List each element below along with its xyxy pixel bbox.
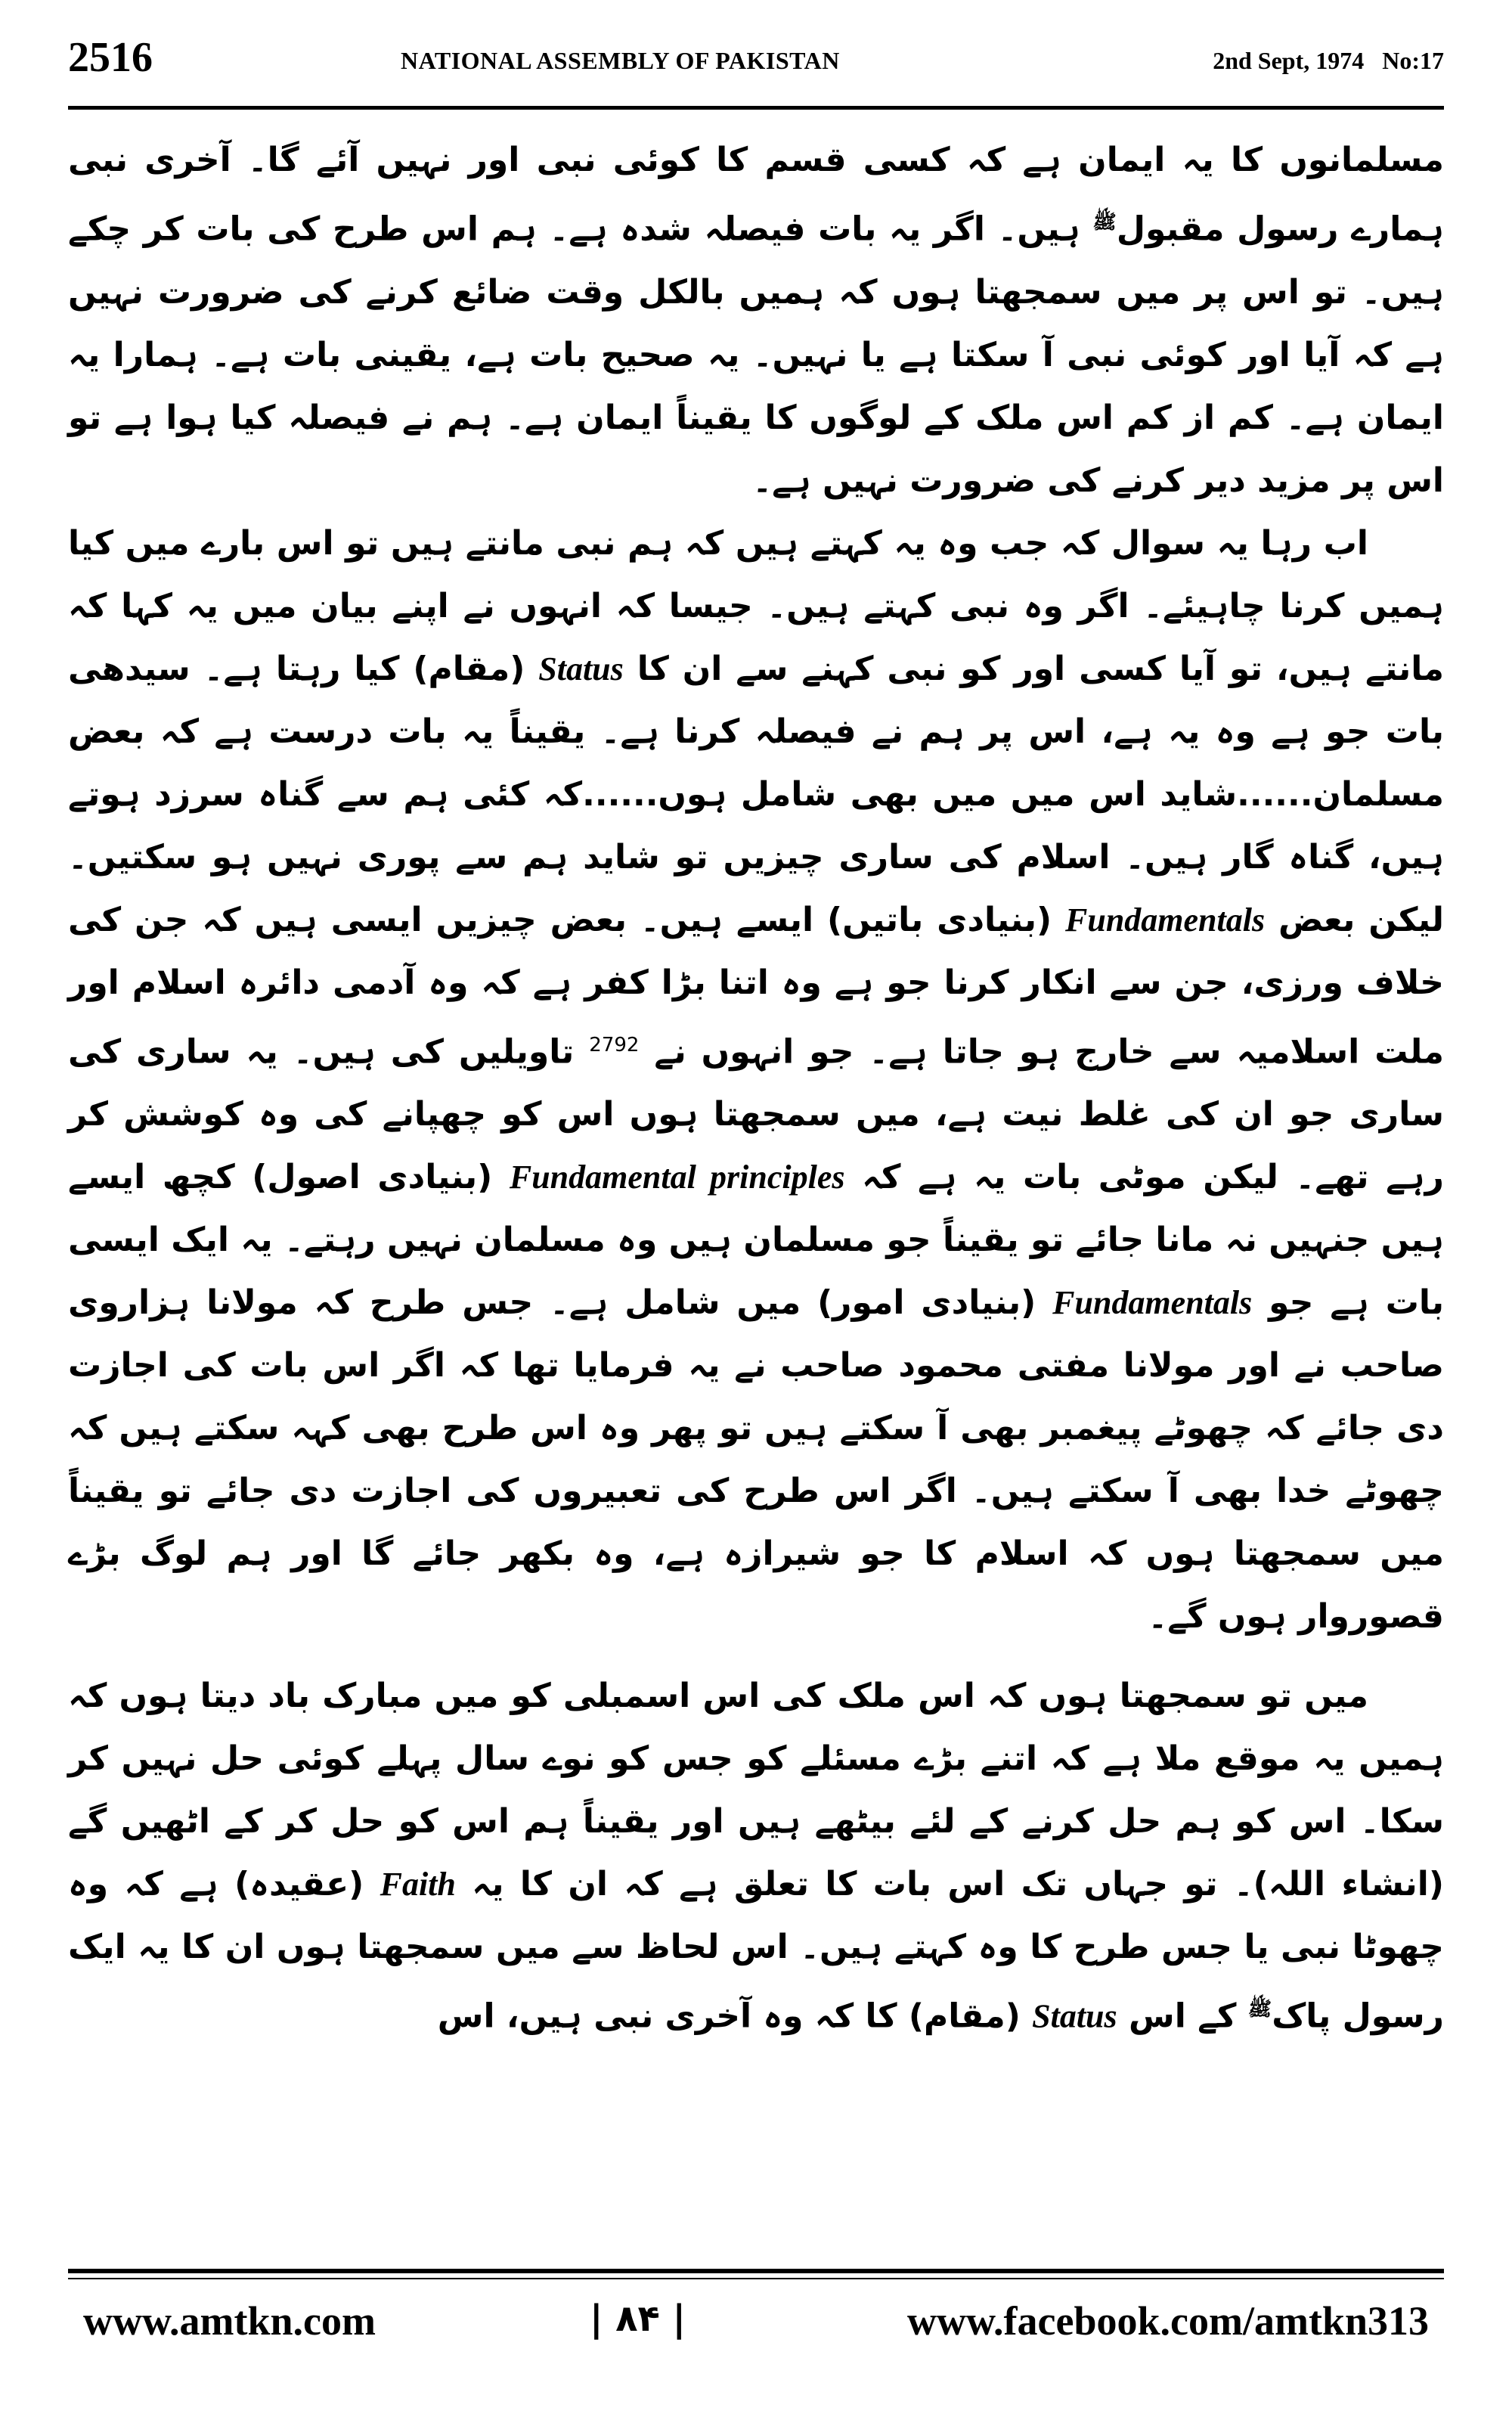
footer-facebook-link[interactable]: www.facebook.com/amtkn313 [907,2298,1429,2344]
honorific-symbol: ﷺ [1247,1998,1272,2021]
text-run: (مقام) کیا رہتا ہے۔ سیدھی بات جو ہے وہ یہ ہے، اس پر ہم نے فیصلہ کرنا ہے۔ یقیناً یہ بات درست ہے کہ بعض مسلمان......شاید اس میں میں بھی شامل ہوں......کہ کئی ہم سے گناہ سرزد ہوتے ہیں، گناہ گار ہیں۔ اسلام کی ساری چیزیں تو شاید ہم سے پوری نہیں ہو سکتیں۔ لیکن بعض [68,649,1444,939]
english-term: Faith [380,1866,456,1903]
text-run: تاویلیں کی ہیں۔ یہ ساری کی ساری جو ان کی غلط نیت ہے، میں سمجھتا ہوں اس کو چھپانے کی وہ کوشش کر رہے تھے۔ لیکن موٹی بات یہ ہے کہ [68,1032,1444,1197]
text-run: (بنیادی امور) میں شامل ہے۔ جس طرح کہ مولانا ہزاروی صاحب نے اور مولانا مفتی محمود صاحب نے یہ فرمایا تھا کہ اگر اس بات کی اجازت دی جائے کہ چھوٹے پیغمبر بھی آ سکتے ہیں تو پھر وہ اس طرح بھی کہہ سکتے ہیں کہ چھوٹے خدا بھی آ سکتے ہیں۔ اگر اس طرح کی تعبیروں کی اجازت دی جائے تو یقیناً میں سمجھتا ہوں کہ اسلام کا جو شیرازہ ہے، وہ بکھر جائے گا اور ہم لوگ بڑے قصوروار ہوں گے۔ [68,1283,1444,1637]
text-run: (بنیادی اصول) کچھ ایسے ہیں جنہیں نہ مانا جائے تو یقیناً جو مسلمان ہیں وہ مسلمان نہیں رہتے۔ یہ ایک ایسی بات ہے جو [68,1158,1444,1323]
english-term: Status [1032,1997,1117,2035]
english-term: Fundamental principles [509,1159,845,1196]
text-run: (مقام) کا کہ وہ آخری نبی ہیں، اس [437,1996,1021,2036]
text-run: ہیں۔ اگر یہ بات فیصلہ شدہ ہے۔ ہم اس طرح کی بات کر چکے ہیں۔ تو اس پر میں سمجھتا ہوں کہ ہمیں بالکل وقت ضائع کرنے کی ضرورت نہیں ہے کہ آیا اور کوئی نبی آ سکتا ہے یا نہیں۔ یہ صحیح بات ہے، یقینی بات ہے۔ ہمارا یہ ایمان ہے۔ کم از کم اس ملک کے لوگوں کا یقیناً ایمان ہے۔ ہم نے فیصلہ کیا ہوا ہے تو اس پر مزید دیر کرنے کی ضرورت نہیں ہے۔ [68,209,1444,500]
header-title: NATIONAL ASSEMBLY OF PAKISTAN [401,47,840,74]
footer-rule [68,2269,1444,2273]
english-term: Fundamentals [1065,901,1266,939]
text-run: کے اس [1128,1996,1237,2036]
english-term: Status [538,650,624,687]
text-run: میں تو سمجھتا ہوں کہ اس ملک کی اس اسمبلی کو میں مبارک باد دیتا ہوں کہ ہمیں یہ موقع ملا ہے کہ اتنے بڑے مسئلے کو جس کو نوے سال پہلے کوئی حل نہیں کر سکا۔ اس کو ہم حل کرنے کے لئے بیٹھے ہیں اور یقیناً ہم اس کو حل کر کے اٹھیں گے (انشاء اللہ)۔ تو جہاں تک اس بات کا تعلق ہے کہ ان کا یہ [68,1677,1444,1904]
text-run: اب رہا یہ سوال کہ جب وہ یہ کہتے ہیں کہ ہم نبی مانتے ہیں تو اس بارے میں کیا ہمیں کرنا چاہیئے۔ اگر وہ نبی کہتے ہیں۔ جیسا کہ انہوں نے اپنے بیان میں یہ کہا کہ مانتے ہیں، تو آیا کسی اور کو نبی کہنے سے ان کا [68,523,1444,688]
page-header [68,30,1444,102]
text-run: مسلمانوں کا یہ ایمان ہے کہ کسی قسم کا کوئی نبی اور نہیں آئے گا۔ آخری نبی ہمارے رسول مقبول [68,141,1445,249]
paragraph-3 [68,1665,1444,2048]
honorific-symbol: ﷺ [1092,211,1117,234]
header-rule [68,106,1444,110]
page-footer [68,2297,1444,2358]
english-term: Fundamentals [1052,1284,1253,1322]
page-body [68,129,1444,2246]
paragraph-2 [68,512,1444,1649]
text-run: (عقیدہ) ہے کہ وہ چھوٹا نبی یا جس طرح کا وہ کہتے ہیں۔ اس لحاظ سے میں سمجھتا ہوں ان کا یہ ایک رسول پاک [68,1865,1444,2036]
text-run: (بنیادی باتیں) ایسے ہیں۔ بعض چیزیں ایسی ہیں کہ جن کی خلاف ورزی، جن سے انکار کرنا جو ہے وہ اتنا بڑا کفر ہے کہ وہ آدمی دائرہ اسلام اور ملت اسلامیہ سے خارج ہو جاتا ہے۔ جو انہوں نے [68,900,1445,1072]
page-number: 2516 [68,34,153,81]
footer-rule-thin [68,2278,1444,2279]
footer-website-link[interactable]: www.amtkn.com [83,2298,376,2344]
paragraph-1 [68,129,1444,512]
footer-folio-number: | ۸۴ | [590,2297,686,2340]
header-date-issue: 2nd Sept, 1974 No:17 [1213,47,1444,74]
footnote-marker: 2792 [589,1033,640,1056]
